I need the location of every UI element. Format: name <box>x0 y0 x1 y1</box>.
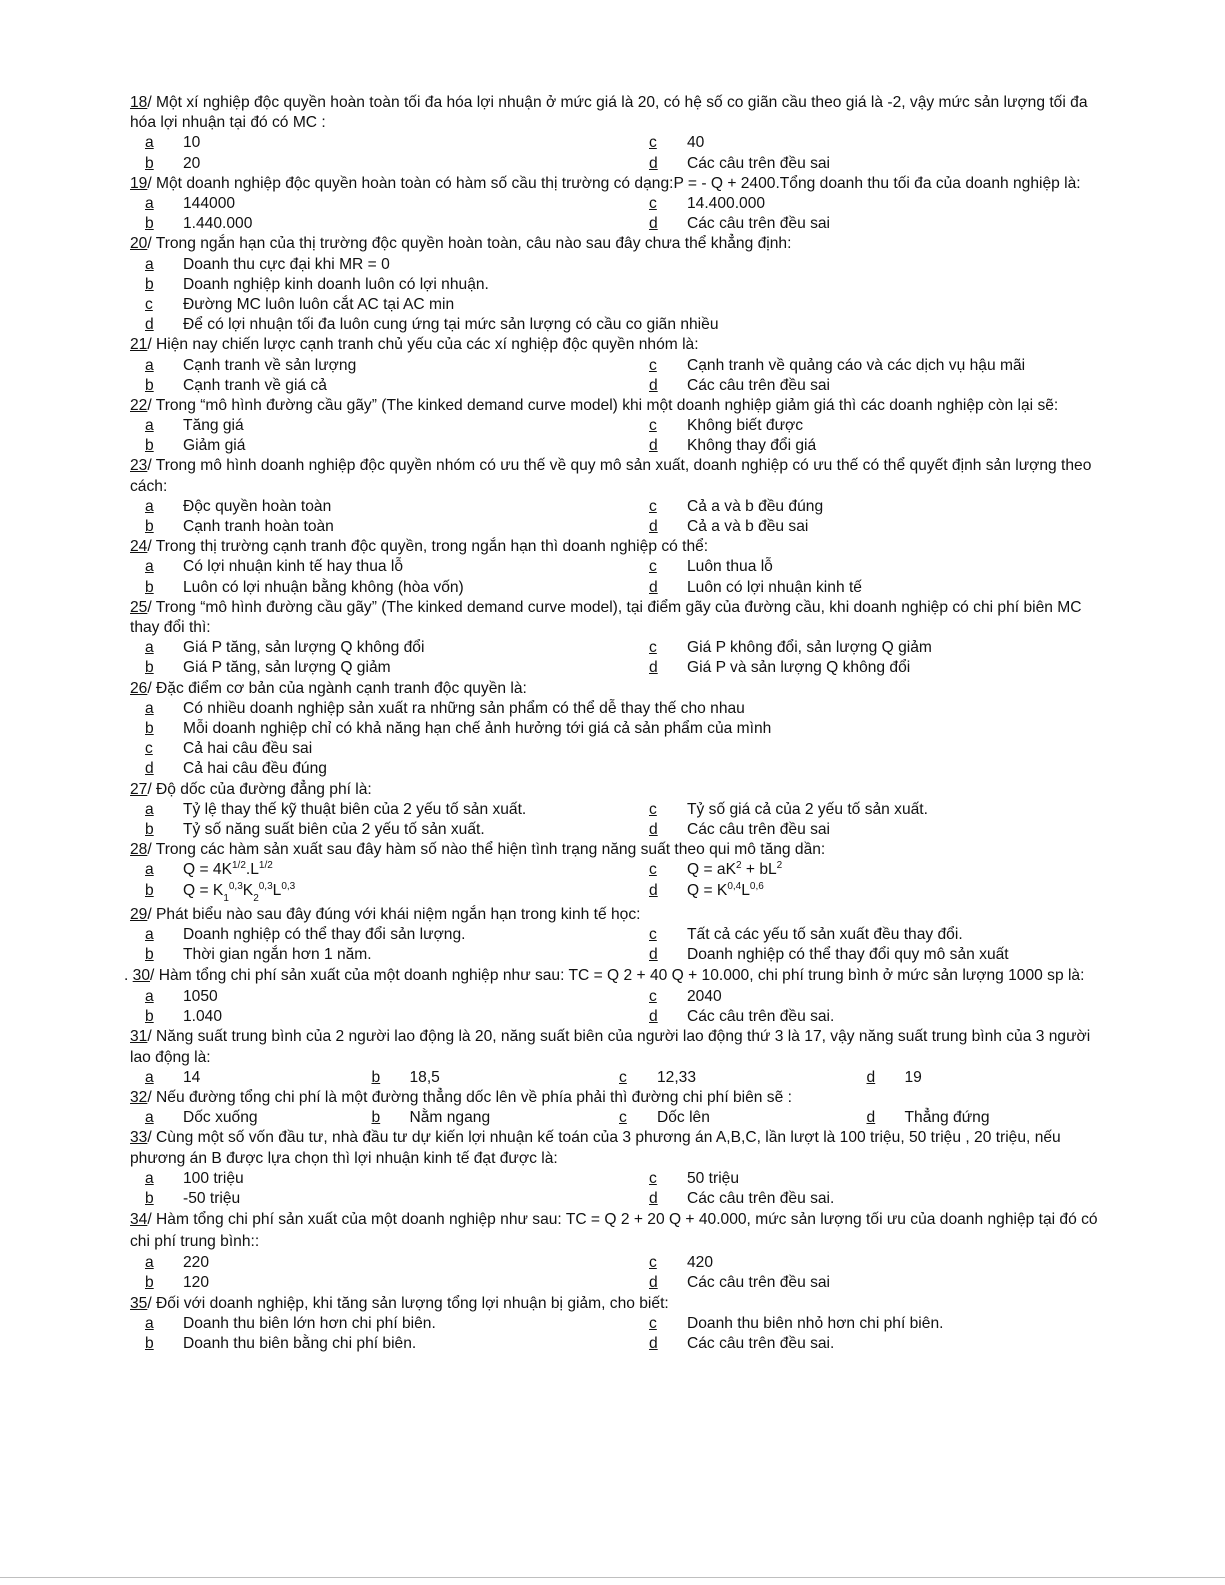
option-d: Cả hai câu đều đúng <box>183 760 327 778</box>
question-22: 22/ Trong “mô hình đường cầu gãy” (The kinked demand curve model) khi một doanh nghiệp giảm giá thì các doanh nghiệp còn lại sẽ: a Tăng giá c Không biết được b Giảm giá d Không thay đổi giá <box>124 396 1114 457</box>
option-b: 20 <box>183 154 201 172</box>
option-c: Cả a và b đều đúng <box>687 497 824 515</box>
option-b: Giảm giá <box>183 437 246 455</box>
question-text: 29/ Phát biểu nào sau đây đúng với khái niệm ngắn hạn trong kinh tế học: <box>130 905 641 923</box>
option-d: Các câu trên đều sai <box>687 215 831 233</box>
option-a: 144000 <box>183 194 236 212</box>
question-34: 34/ Hàm tổng chi phí sản xuất của một doanh nghiệp như sau: TC = Q 2 + 20 Q + 40.000, mức sản lượng tối ưu của doanh nghiệp tại đó có chi phí trung bình:: a 220 c 420 b 120 d Các câu trên đều sai <box>124 1209 1114 1293</box>
question-21: 21/ Hiện nay chiến lược cạnh tranh chủ yếu của các xí nghiệp độc quyền nhóm là: a Cạnh tranh về sản lượng c Cạnh tranh về quảng cáo và các dịch vụ hậu mãi b Cạnh tranh về giá cả d Các câu trên đều sai <box>124 335 1114 396</box>
option-d: Các câu trên đều sai <box>687 376 831 394</box>
question-text: 28/ Trong các hàm sản xuất sau đây hàm số nào thể hiện tình trạng năng suất theo qui mô tăng dần: <box>130 841 826 859</box>
option-c: Đường MC luôn luôn cắt AC tại AC min <box>183 295 455 313</box>
option-c: Giá P không đổi, sản lượng Q giảm <box>687 639 932 657</box>
question-text: 31/ Năng suất trung bình của 2 người lao động là 20, năng suất biên của người lao động thứ 3 là 17, vậy năng suất trung bình của 3 người lao động là: <box>130 1028 1091 1066</box>
option-a: Doanh thu cực đại khi MR = 0 <box>183 255 390 273</box>
option-b: Tỷ số năng suất biên của 2 yếu tố sản xuất. <box>183 820 485 838</box>
option-d: Các câu trên đều sai. <box>687 1335 835 1353</box>
option-c: Luôn thua lỗ <box>687 558 773 576</box>
question-text: 35/ Đối với doanh nghiệp, khi tăng sản lượng tổng lợi nhuận bị giảm, cho biết: <box>130 1294 669 1312</box>
option-c: 50 triệu <box>687 1169 740 1187</box>
option-a: Cạnh tranh về sản lượng <box>183 356 357 374</box>
question-text: 27/ Độ dốc của đường đẳng phí là: <box>130 780 372 798</box>
question-text: 25/ Trong “mô hình đường cầu gãy” (The kinked demand curve model), tại điểm gãy của đường cầu, khi doanh nghiệp có chi phí biên MC thay đổi thì: <box>130 598 1082 637</box>
option-b: Luôn có lợi nhuận bằng không (hòa vốn) <box>183 578 464 596</box>
option-b: Nằm ngang <box>409 1109 491 1127</box>
option-b: $Q = K_1^{0,3}K_2^{0,3}L^{0,3}$ <box>183 880 296 904</box>
option-a: 1050 <box>183 988 218 1006</box>
option-b: Mỗi doanh nghiệp chỉ có khả năng hạn chế ảnh hưởng tới giá cả sản phẩm của mình <box>183 720 772 737</box>
question-29: 29/ Phát biểu nào sau đây đúng với khái niệm ngắn hạn trong kinh tế học: a Doanh nghiệp có thể thay đổi sản lượng. c Tất cả các yếu tố sản xuất đều thay đổi. b Thời gian ngắn hơn 1 năm. d Doanh nghiệp có thể thay đổi quy mô sản xuất <box>124 905 1114 966</box>
option-a: Tăng giá <box>183 417 244 435</box>
option-b: Doanh thu biên bằng chi phí biên. <box>183 1335 417 1353</box>
option-c: Cả hai câu đều sai <box>183 740 313 758</box>
option-a: 10 <box>183 134 201 152</box>
option-b: Cạnh tranh hoàn toàn <box>183 518 334 536</box>
option-b: 18,5 <box>409 1068 440 1086</box>
option-c: 12,33 <box>657 1068 697 1086</box>
option-a: 220 <box>183 1254 210 1272</box>
option-a: Doanh nghiệp có thể thay đổi sản lượng. <box>183 925 466 943</box>
option-d: Cả a và b đều sai <box>687 518 809 536</box>
question-text: 32/ Nếu đường tổng chi phí là một đường thẳng dốc lên về phía phải thì đường chi phí biên sẽ : <box>130 1089 792 1107</box>
option-b: Doanh nghiệp kinh doanh luôn có lợi nhuận. <box>183 275 489 293</box>
option-b: 1.040 <box>183 1008 223 1026</box>
option-a: Có nhiều doanh nghiệp sản xuất ra những sản phẩm có thể dễ thay thế cho nhau <box>183 699 745 717</box>
question-text: 18/ Một xí nghiệp độc quyền hoàn toàn tối đa hóa lợi nhuận ở mức giá là 20, có hệ số co giãn cầu theo giá là -2, vậy mức sản lượng tối đa hóa lợi nhuận tại đó có MC : <box>130 94 1088 132</box>
option-c: $Q = aK^2 + bL^2$ <box>687 860 783 879</box>
option-d: Các câu trên đều sai. <box>687 1190 835 1208</box>
option-d: Các câu trên đều sai <box>687 1274 831 1292</box>
question-text: 24/ Trong thị trường cạnh tranh độc quyền, trong ngắn hạn thì doanh nghiệp có thể: <box>130 538 709 556</box>
question-31: 31/ Năng suất trung bình của 2 người lao động là 20, năng suất biên của người lao động thứ 3 là 17, vậy năng suất trung bình của 3 người lao động là: a 14 b 18,5 c 12,33 d 19 <box>124 1027 1114 1088</box>
option-b: 120 <box>183 1274 210 1292</box>
option-c: Cạnh tranh về quảng cáo và các dịch vụ hậu mãi <box>687 356 1026 374</box>
option-b: 1.440.000 <box>183 215 253 233</box>
option-a: 14 <box>183 1068 201 1086</box>
question-text: 20/ Trong ngắn hạn của thị trường độc quyền hoàn toàn, câu nào sau đây chưa thể khẳng định: <box>130 235 792 253</box>
question-30: . 30/ Hàm tổng chi phí sản xuất của một doanh nghiệp như sau: TC = Q 2 + 40 Q + 10.000, chi phí trung bình ở mức sản lượng 1000 sp là: a 1050 c 2040 b 1.040 d Các câu trên đều sai. <box>124 965 1114 1027</box>
option-a: Doanh thu biên lớn hơn chi phí biên. <box>183 1314 436 1332</box>
option-c: Không biết được <box>687 417 804 435</box>
option-a: 100 triệu <box>183 1169 244 1187</box>
option-b: Giá P tăng, sản lượng Q giảm <box>183 659 391 677</box>
question-20: 20/ Trong ngắn hạn của thị trường độc quyền hoàn toàn, câu nào sau đây chưa thể khẳng định: a Doanh thu cực đại khi MR = 0 b Doanh nghiệp kinh doanh luôn có lợi nhuận. c Đường MC luôn luôn cắt AC tại AC min d Để có lợi nhuận tối đa luôn cung ứng tại mức sản lượng có cầu co giãn nhiều <box>124 234 1114 335</box>
question-26: 26/ Đặc điểm cơ bản của ngành cạnh tranh độc quyền là: a Có nhiều doanh nghiệp sản xuất ra những sản phẩm có thể dễ thay thế cho nhau b Mỗi doanh nghiệp chỉ có khả năng hạn chế ảnh hưởng tới giá cả sản phẩm của mình c Cả hai câu đều sai d Cả hai câu đều đúng <box>124 679 1114 780</box>
option-d: Các câu trên đều sai <box>687 154 831 172</box>
option-a: Có lợi nhuận kinh tế hay thua lỗ <box>183 558 404 576</box>
option-d: Các câu trên đều sai. <box>687 1008 835 1026</box>
question-text: 21/ Hiện nay chiến lược cạnh tranh chủ yếu của các xí nghiệp độc quyền nhóm là: <box>130 336 699 354</box>
option-c: Doanh thu biên nhỏ hơn chi phí biên. <box>687 1314 944 1332</box>
option-a: Dốc xuống <box>183 1109 258 1127</box>
question-32: 32/ Nếu đường tổng chi phí là một đường thẳng dốc lên về phía phải thì đường chi phí biên sẽ : a Dốc xuống b Nằm ngang c Dốc lên d Thẳng đứng <box>124 1088 1114 1128</box>
option-c: Tất cả các yếu tố sản xuất đều thay đổi. <box>687 925 963 943</box>
option-c: Tỷ số giá cả của 2 yếu tố sản xuất. <box>687 800 928 818</box>
option-b: Thời gian ngắn hơn 1 năm. <box>183 945 372 963</box>
option-d: Các câu trên đều sai <box>687 820 831 838</box>
exam-page <box>124 93 1114 1354</box>
option-c: 40 <box>687 134 705 152</box>
question-33: 33/ Cùng một số vốn đầu tư, nhà đầu tư dự kiến lợi nhuận kế toán của 3 phương án A,B,C, lần lượt là 100 triệu, 50 triệu , 20 triệu, nếu phương án B được lựa chọn thì lợi nhuận kinh tế đạt được là: a 100 triệu c 50 triệu b -50 triệu d Các câu trên đều sai. <box>124 1128 1114 1209</box>
option-d: Doanh nghiệp có thể thay đổi quy mô sản xuất <box>687 945 1009 963</box>
option-d: Luôn có lợi nhuận kinh tế <box>687 578 862 596</box>
question-27: 27/ Độ dốc của đường đẳng phí là: a Tỷ lệ thay thế kỹ thuật biên của 2 yếu tố sản xuất. c Tỷ số giá cả của 2 yếu tố sản xuất. b Tỷ số năng suất biên của 2 yếu tố sản xuất. d Các câu trên đều sai <box>124 780 1114 841</box>
option-a: Độc quyền hoàn toàn <box>183 497 332 515</box>
option-c: 420 <box>687 1254 714 1272</box>
page-bottom-rule <box>0 1577 1225 1578</box>
question-text: . 30/ Hàm tổng chi phí sản xuất của một doanh nghiệp như sau: TC = Q 2 + 40 Q + 10.000, chi phí trung bình ở mức sản lượng 1000 sp là: <box>124 967 1085 985</box>
question-text: 34/ Hàm tổng chi phí sản xuất của một doanh nghiệp như sau: TC = Q 2 + 20 Q + 40.000, mức sản lượng tối ưu của doanh nghiệp tại đó có chi phí trung bình:: <box>130 1211 1098 1251</box>
question-23: 23/ Trong mô hình doanh nghiệp độc quyền nhóm có ưu thế về quy mô sản xuất, doanh nghiệp có ưu thế có thể quyết định sản lượng theo cách: a Độc quyền hoàn toàn c Cả a và b đều đúng b Cạnh tranh hoàn toàn d Cả a và b đều sai <box>124 456 1114 537</box>
question-24: 24/ Trong thị trường cạnh tranh độc quyền, trong ngắn hạn thì doanh nghiệp có thể: a Có lợi nhuận kinh tế hay thua lỗ c Luôn thua lỗ b Luôn có lợi nhuận bằng không (hòa vốn) d Luôn có lợi nhuận kinh tế <box>124 537 1114 598</box>
question-19: 19/ Một doanh nghiệp độc quyền hoàn toàn có hàm số cầu thị trường có dạng:P = - Q + 2400.Tổng doanh thu tối đa của doanh nghiệp là: a 144000 c 14.400.000 b 1.440.000 d Các câu trên đều sai <box>124 174 1114 235</box>
option-d: Thẳng đứng <box>904 1109 990 1127</box>
option-c: Dốc lên <box>657 1109 710 1127</box>
question-18: 18/ Một xí nghiệp độc quyền hoàn toàn tối đa hóa lợi nhuận ở mức giá là 20, có hệ số co giãn cầu theo giá là -2, vậy mức sản lượng tối đa hóa lợi nhuận tại đó có MC : a 10 c 40 b 20 d Các câu trên đều sai <box>124 93 1114 174</box>
option-c: 2040 <box>687 988 722 1006</box>
question-28: 28/ Trong các hàm sản xuất sau đây hàm số nào thể hiện tình trạng năng suất theo qui mô tăng dần: a $Q = 4K^{1/2}.L^{1/2}$ c $Q = aK^2 + bL^2$ b $Q = K_1^{0,3}K_2^{0,3}L^{0,3}$ d $Q = K^{0,4}L^{0,6}$ <box>124 840 1114 904</box>
option-b: Cạnh tranh về giá cả <box>183 376 327 394</box>
option-d: Không thay đổi giá <box>687 437 817 455</box>
option-d: 19 <box>904 1068 922 1086</box>
option-c: 14.400.000 <box>687 194 766 212</box>
question-35: 35/ Đối với doanh nghiệp, khi tăng sản lượng tổng lợi nhuận bị giảm, cho biết: a Doanh thu biên lớn hơn chi phí biên. c Doanh thu biên nhỏ hơn chi phí biên. b Doanh thu biên bằng chi phí biên. d Các câu trên đều sai. <box>124 1294 1114 1355</box>
question-text: 22/ Trong “mô hình đường cầu gãy” (The kinked demand curve model) khi một doanh nghiệp giảm giá thì các doanh nghiệp còn lại sẽ: <box>130 396 1059 414</box>
option-a: Tỷ lệ thay thế kỹ thuật biên của 2 yếu tố sản xuất. <box>183 800 527 818</box>
question-text: 33/ Cùng một số vốn đầu tư, nhà đầu tư dự kiến lợi nhuận kế toán của 3 phương án A,B,C, lần lượt là 100 triệu, 50 triệu , 20 triệu, nếu phương án B được lựa chọn thì lợi nhuận kinh tế đạt được là: <box>130 1129 1061 1167</box>
option-d: $Q = K^{0,4}L^{0,6}$ <box>687 880 764 899</box>
option-d: Giá P và sản lượng Q không đổi <box>687 659 911 677</box>
question-25: 25/ Trong “mô hình đường cầu gãy” (The kinked demand curve model), tại điểm gãy của đường cầu, khi doanh nghiệp có chi phí biên MC thay đổi thì: a Giá P tăng, sản lượng Q không đổi c Giá P không đổi, sản lượng Q giảm b Giá P tăng, sản lượng Q giảm d Giá P và sản lượng Q không đổi <box>124 598 1114 679</box>
option-b: -50 triệu <box>183 1190 241 1208</box>
option-d: Để có lợi nhuận tối đa luôn cung ứng tại mức sản lượng có cầu co giãn nhiều <box>183 316 719 334</box>
option-a: Giá P tăng, sản lượng Q không đổi <box>183 639 425 657</box>
question-text: 26/ Đặc điểm cơ bản của ngành cạnh tranh độc quyền là: <box>130 679 527 697</box>
question-text: 23/ Trong mô hình doanh nghiệp độc quyền nhóm có ưu thế về quy mô sản xuất, doanh nghiệp có ưu thế có thể quyết định sản lượng theo cách: <box>130 457 1092 495</box>
question-text: 19/ Một doanh nghiệp độc quyền hoàn toàn có hàm số cầu thị trường có dạng:P = - Q + 2400.Tổng doanh thu tối đa của doanh nghiệp là: <box>130 174 1081 192</box>
option-a: $Q = 4K^{1/2}.L^{1/2}$ <box>183 860 273 879</box>
